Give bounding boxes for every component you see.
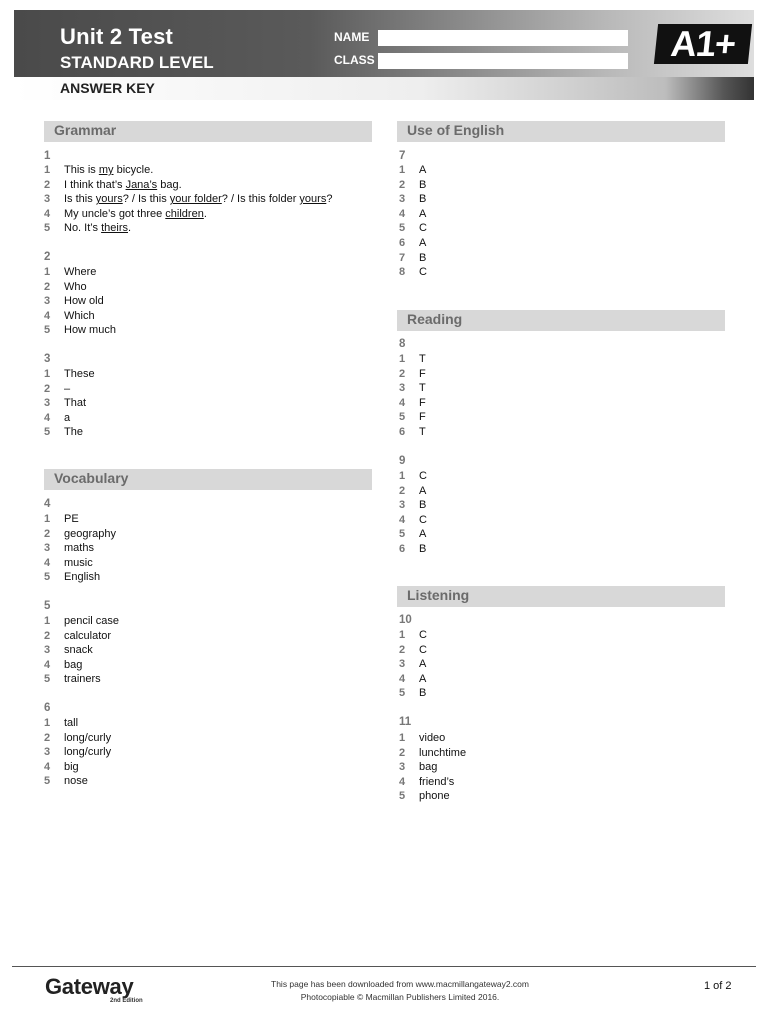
item-number: 2 xyxy=(44,178,51,191)
item-number: 3 xyxy=(399,761,406,774)
item-answer: PE xyxy=(64,513,79,525)
section-title: Vocabulary xyxy=(54,470,129,486)
item-answer: long/curly xyxy=(64,746,112,759)
item-answer: T xyxy=(419,426,426,438)
item-number: 3 xyxy=(399,382,406,395)
question-number: 4 xyxy=(44,498,51,510)
item-number: 5 xyxy=(399,528,406,541)
item-number: 6 xyxy=(399,426,406,438)
item-answer: Which xyxy=(64,309,95,322)
item-answer: pencil case xyxy=(64,615,120,627)
copyright-notice: Photocopiable © Macmillan Publishers Limited 2016. xyxy=(300,992,500,1002)
item-answer: How old xyxy=(64,295,104,308)
item-number: 5 xyxy=(399,790,406,803)
class-label: CLASS xyxy=(334,53,375,67)
item-answer: phone xyxy=(419,790,450,803)
item-answer: trainers xyxy=(64,673,101,686)
a1-plus-logo: A1+ xyxy=(654,24,752,64)
item-answer: B xyxy=(419,499,427,512)
item-answer: Where xyxy=(64,266,97,278)
item-answer: A xyxy=(419,237,427,249)
section-title: Listening xyxy=(407,587,470,603)
item-number: 3 xyxy=(44,295,51,308)
item-answer: How much xyxy=(64,324,116,337)
item-number: 4 xyxy=(44,309,51,322)
question-number: 9 xyxy=(399,455,406,467)
item-answer: bag xyxy=(64,658,83,671)
item-answer: C xyxy=(419,643,427,656)
item-number: 5 xyxy=(399,411,406,424)
item-answer: I think that’s Jana’s bag. xyxy=(64,178,182,191)
item-answer: B xyxy=(419,193,427,206)
item-answer: snack xyxy=(64,644,93,657)
item-number: 2 xyxy=(44,527,51,540)
item-number: 4 xyxy=(399,396,406,409)
item-answer: video xyxy=(419,732,446,744)
item-answer: B xyxy=(419,178,427,191)
item-number: 5 xyxy=(44,324,51,337)
item-number: 2 xyxy=(44,382,51,395)
item-number: 8 xyxy=(399,266,406,279)
item-answer: maths xyxy=(64,542,94,555)
item-answer: A xyxy=(419,484,427,497)
item-answer: long/curly xyxy=(64,731,112,744)
item-number: 3 xyxy=(44,193,51,206)
item-answer: Is this yours? / Is this your folder? / Is this folder yours? xyxy=(64,193,333,206)
question-number: 8 xyxy=(399,338,406,350)
item-answer: My uncle’s got three children. xyxy=(64,207,207,220)
item-number: 4 xyxy=(399,775,406,788)
section-title: Reading xyxy=(407,311,463,327)
item-answer: friend’s xyxy=(419,775,455,788)
section-reading xyxy=(397,310,725,331)
item-answer: bag xyxy=(419,761,438,774)
item-number: 6 xyxy=(399,237,406,249)
item-number: 3 xyxy=(399,193,406,206)
item-answer: C xyxy=(419,513,427,526)
item-number: 4 xyxy=(44,207,51,220)
item-number: 3 xyxy=(44,542,51,555)
item-answer: The xyxy=(64,426,83,439)
item-answer: T xyxy=(419,382,426,395)
item-answer: big xyxy=(64,760,79,773)
item-answer: C xyxy=(419,470,427,482)
item-answer: C xyxy=(419,222,427,235)
item-answer: These xyxy=(64,368,95,380)
item-answer: B xyxy=(419,687,427,700)
item-answer: F xyxy=(419,396,426,409)
question-number: 3 xyxy=(44,353,51,365)
item-answer: This is my bicycle. xyxy=(64,164,154,176)
item-number: 2 xyxy=(399,484,406,497)
item-number: 4 xyxy=(44,760,51,773)
section-listening xyxy=(397,586,725,607)
question-number: 10 xyxy=(399,614,412,626)
item-number: 6 xyxy=(399,543,406,555)
item-number: 5 xyxy=(44,673,51,686)
item-number: 4 xyxy=(399,513,406,526)
item-number: 4 xyxy=(399,207,406,220)
item-answer: lunchtime xyxy=(419,746,467,759)
level-label: STANDARD LEVEL xyxy=(60,53,214,72)
item-answer: nose xyxy=(64,775,88,788)
question-number: 1 xyxy=(44,150,51,162)
item-number: 3 xyxy=(399,658,406,671)
item-number: 1 xyxy=(44,615,51,627)
item-number: 1 xyxy=(44,164,51,176)
item-number: 1 xyxy=(399,353,406,365)
item-answer: F xyxy=(419,411,426,424)
question-number: 6 xyxy=(44,702,51,714)
item-number: 3 xyxy=(44,644,51,657)
item-number: 2 xyxy=(399,643,406,656)
item-number: 1 xyxy=(399,470,406,482)
item-number: 3 xyxy=(44,746,51,759)
item-answer: Who xyxy=(64,280,87,293)
item-answer: B xyxy=(419,251,427,264)
item-number: 4 xyxy=(399,672,406,685)
question-number: 5 xyxy=(44,600,51,612)
item-answer: No. It’s theirs. xyxy=(64,222,132,235)
item-number: 1 xyxy=(399,164,406,176)
item-number: 5 xyxy=(399,687,406,700)
item-number: 1 xyxy=(44,513,51,525)
item-number: 5 xyxy=(44,775,51,788)
name-label: NAME xyxy=(334,30,370,44)
gateway-logo: Gateway xyxy=(45,974,134,999)
item-answer: A xyxy=(419,528,427,541)
section-vocabulary xyxy=(44,469,372,490)
item-answer: English xyxy=(64,571,101,584)
page-number: 1 of 2 xyxy=(704,980,732,992)
item-number: 3 xyxy=(44,397,51,410)
item-answer: tall xyxy=(64,717,79,729)
item-number: 5 xyxy=(44,571,51,584)
question-number: 2 xyxy=(44,251,51,263)
download-notice: This page has been downloaded from www.macmillangateway2.com xyxy=(271,979,529,989)
item-number: 1 xyxy=(399,629,406,641)
header xyxy=(14,10,754,100)
item-number: 2 xyxy=(399,746,406,759)
item-number: 4 xyxy=(44,556,51,569)
item-answer: B xyxy=(419,543,427,555)
item-number: 2 xyxy=(44,280,51,293)
item-number: 4 xyxy=(44,411,51,424)
item-number: 4 xyxy=(44,658,51,671)
item-number: 7 xyxy=(399,251,406,264)
section-use-of-english xyxy=(397,121,725,142)
section-title: Grammar xyxy=(54,122,117,138)
item-number: 1 xyxy=(399,732,406,744)
item-answer: music xyxy=(64,556,93,569)
item-number: 1 xyxy=(44,368,51,380)
item-number: 5 xyxy=(44,426,51,439)
item-answer: calculator xyxy=(64,629,112,642)
item-number: 2 xyxy=(399,367,406,380)
item-number: 1 xyxy=(44,266,51,278)
item-answer: A xyxy=(419,672,427,685)
item-answer: A xyxy=(419,207,427,220)
item-number: 5 xyxy=(44,222,51,235)
item-answer: geography xyxy=(64,527,116,540)
item-answer: A xyxy=(419,164,427,176)
item-number: 1 xyxy=(44,717,51,729)
item-number: 2 xyxy=(399,178,406,191)
question-number: 7 xyxy=(399,150,406,162)
item-answer: T xyxy=(419,353,426,365)
section-title: Use of English xyxy=(407,122,505,138)
question-number: 11 xyxy=(399,716,412,728)
name-field[interactable] xyxy=(378,30,628,46)
item-number: 3 xyxy=(399,499,406,512)
item-answer: C xyxy=(419,629,427,641)
item-answer: a xyxy=(64,411,71,424)
item-number: 2 xyxy=(44,731,51,744)
item-answer: A xyxy=(419,658,427,671)
footer-divider xyxy=(12,966,756,967)
page-title: Unit 2 Test xyxy=(60,24,174,49)
item-answer: C xyxy=(419,266,427,279)
answer-key-label: ANSWER KEY xyxy=(60,80,155,96)
item-answer: That xyxy=(64,397,87,410)
class-field[interactable] xyxy=(378,53,628,69)
item-answer: – xyxy=(64,382,71,395)
item-answer: F xyxy=(419,367,426,380)
item-number: 5 xyxy=(399,222,406,235)
item-number: 2 xyxy=(44,629,51,642)
section-grammar xyxy=(44,121,372,142)
edition-label: 2nd Edition xyxy=(110,998,143,1004)
